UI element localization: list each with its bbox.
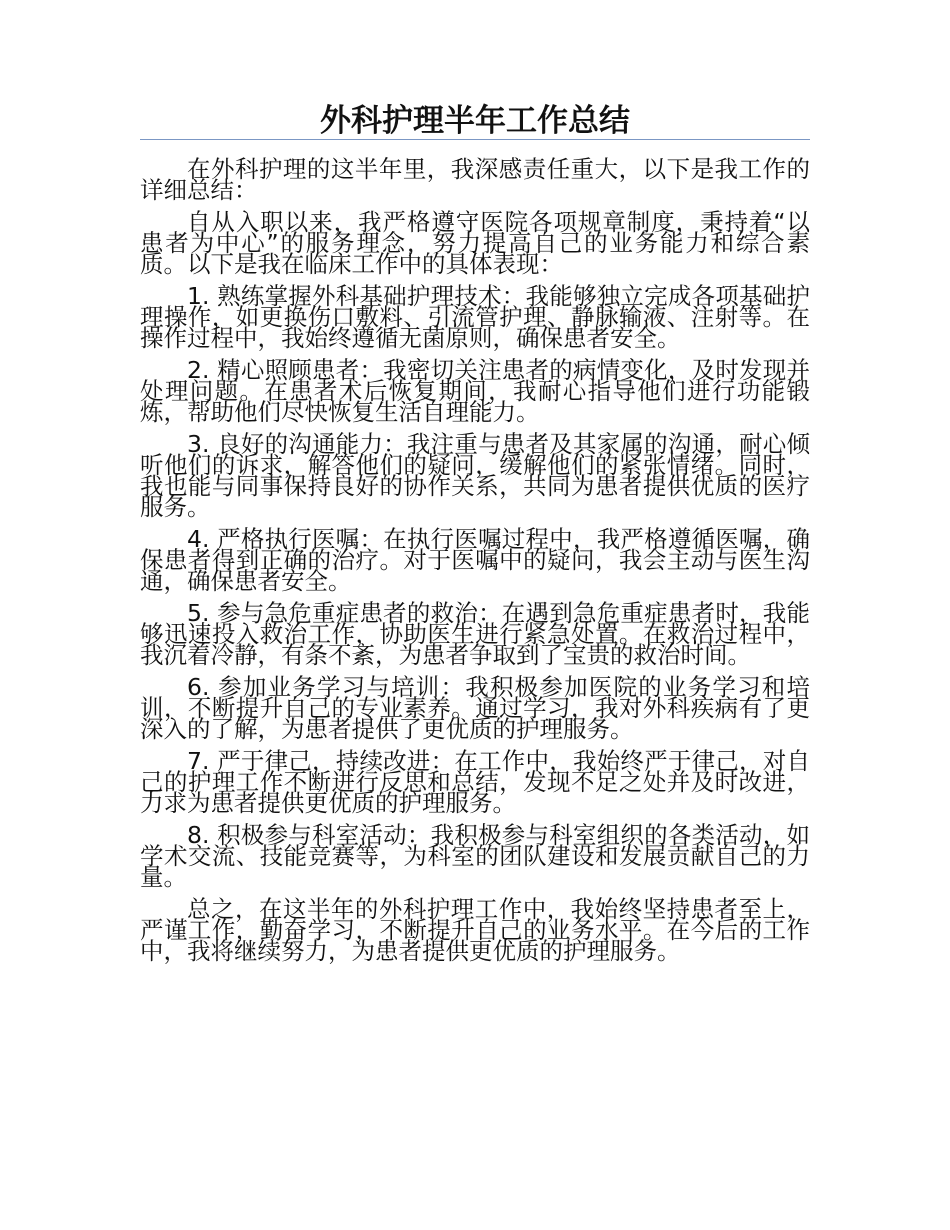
paragraph-conclusion: 总之，在这半年的外科护理工作中，我始终坚持患者至上，严谨工作，勤奋学习，不断提升自己的业务水平。在今后的工作中，我将继续努力，为患者提供更优质的护理服务。	[140, 895, 810, 965]
paragraph-overview: 自从入职以来，我严格遵守医院各项规章制度，秉持着“以患者为中心”的服务理念，努力提高自己的业务能力和综合素质。以下是我在临床工作中的具体表现：	[140, 208, 810, 278]
paragraph-item-2: 2. 精心照顾患者：我密切关注患者的病情变化，及时发现并处理问题。在患者术后恢复期间，我耐心指导他们进行功能锻炼，帮助他们尽快恢复生活自理能力。	[140, 356, 810, 426]
document-body	[140, 155, 810, 973]
paragraph-item-6: 6. 参加业务学习与培训：我积极参加医院的业务学习和培训，不断提升自己的专业素养。通过学习，我对外科疾病有了更深入的了解，为患者提供了更优质的护理服务。	[140, 673, 810, 743]
paragraph-item-3: 3. 良好的沟通能力：我注重与患者及其家属的沟通，耐心倾听他们的诉求，解答他们的疑问，缓解他们的紧张情绪。同时，我也能与同事保持良好的协作关系，共同为患者提供优质的医疗服务。	[140, 430, 810, 521]
paragraph-item-8: 8. 积极参与科室活动：我积极参与科室组织的各类活动，如学术交流、技能竞赛等，为科室的团队建设和发展贡献自己的力量。	[140, 821, 810, 891]
paragraph-item-4: 4. 严格执行医嘱：在执行医嘱过程中，我严格遵循医嘱，确保患者得到正确的治疗。对于医嘱中的疑问，我会主动与医生沟通，确保患者安全。	[140, 525, 810, 595]
paragraph-item-1: 1. 熟练掌握外科基础护理技术：我能够独立完成各项基础护理操作，如更换伤口敷料、引流管护理、静脉输液、注射等。在操作过程中，我始终遵循无菌原则，确保患者安全。	[140, 282, 810, 352]
paragraph-intro: 在外科护理的这半年里，我深感责任重大，以下是我工作的详细总结：	[140, 155, 810, 204]
paragraph-item-7: 7. 严于律己，持续改进：在工作中，我始终严于律己，对自己的护理工作不断进行反思和总结，发现不足之处并及时改进，力求为患者提供更优质的护理服务。	[140, 747, 810, 817]
title-underline	[140, 139, 810, 140]
paragraph-item-5: 5. 参与急危重症患者的救治：在遇到急危重症患者时，我能够迅速投入救治工作，协助医生进行紧急处置。在救治过程中，我沉着冷静，有条不紊，为患者争取到了宝贵的救治时间。	[140, 599, 810, 669]
document-title: 外科护理半年工作总结	[320, 103, 630, 139]
